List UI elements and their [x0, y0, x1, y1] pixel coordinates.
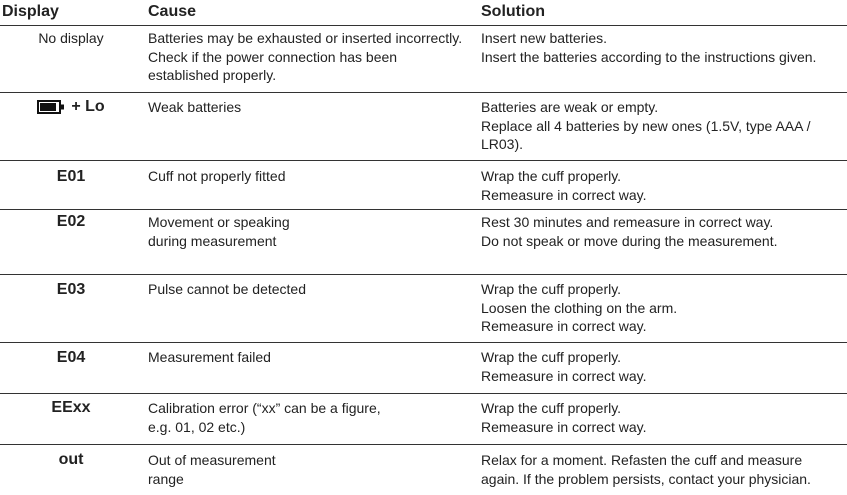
solution-cell — [481, 98, 843, 154]
solution-cell — [481, 451, 843, 488]
solution-cell — [481, 280, 843, 336]
solution-line: Remeasure in correct way. — [481, 186, 647, 203]
cause-cell — [148, 348, 478, 367]
table-row — [0, 275, 847, 343]
cause-line: Calibration error (“xx” can be a figure, — [148, 400, 381, 416]
header-cause: Cause — [148, 3, 197, 20]
table-row — [0, 93, 847, 161]
solution-line: Wrap the cuff properly. — [481, 349, 622, 365]
table-header — [0, 0, 847, 26]
solution-line: Remeasure in correct way. — [481, 367, 647, 384]
cause-line: Movement or speaking — [148, 214, 290, 230]
table-row — [0, 161, 847, 210]
solution-cell — [481, 399, 843, 436]
display-cell: out — [58, 451, 84, 468]
cause-cell — [148, 167, 478, 186]
table-row — [0, 445, 847, 495]
cause-line: Batteries may be exhausted or inserted incorrectly. — [148, 30, 463, 46]
cause-line: Pulse cannot be detected — [148, 281, 307, 297]
solution-line: Insert the batteries according to the instructions given. — [481, 48, 817, 65]
solution-line: Batteries are weak or empty. — [481, 99, 659, 115]
solution-line: Wrap the cuff properly. — [481, 281, 622, 297]
display-cell: E03 — [56, 281, 86, 298]
solution-cell — [481, 213, 843, 250]
cause-line: range — [148, 470, 184, 487]
cause-line: Cuff not properly fitted — [148, 168, 286, 184]
cause-line: Check if the power connection has been — [148, 48, 398, 65]
solution-line: Loosen the clothing on the arm. — [481, 299, 678, 316]
cause-cell — [148, 98, 478, 117]
display-cell: EExx — [51, 399, 91, 416]
cause-cell — [148, 399, 478, 436]
header-solution: Solution — [481, 3, 545, 20]
solution-line: Rest 30 minutes and remeasure in correct way. — [481, 214, 774, 230]
table-row — [0, 210, 847, 275]
solution-line: Wrap the cuff properly. — [481, 400, 622, 416]
solution-cell — [481, 348, 843, 385]
lo-code: + Lo — [71, 98, 105, 115]
display-cell: No display — [38, 30, 104, 46]
cause-line: Measurement failed — [148, 349, 271, 365]
solution-line: Do not speak or move during the measurement. — [481, 232, 778, 249]
table-row — [0, 343, 847, 394]
cause-cell — [148, 280, 478, 299]
cause-cell — [148, 213, 478, 250]
cause-cell — [148, 451, 478, 488]
solution-line: Insert new batteries. — [481, 30, 608, 46]
header-display: Display — [2, 3, 59, 20]
solution-line: Wrap the cuff properly. — [481, 168, 622, 184]
display-cell — [0, 98, 142, 119]
cause-cell — [148, 29, 478, 85]
solution-line: Remeasure in correct way. — [481, 318, 647, 334]
solution-cell — [481, 29, 843, 66]
cause-line: during measurement — [148, 232, 277, 249]
display-cell: E01 — [56, 168, 86, 185]
cause-line: Weak batteries — [148, 99, 242, 115]
solution-line: Relax for a moment. Refasten the cuff and measure again. If the problem persists, contact your physician. — [481, 452, 811, 487]
solution-line: Remeasure in correct way. — [481, 418, 647, 435]
table-row — [0, 394, 847, 445]
solution-cell — [481, 167, 843, 204]
solution-line: Replace all 4 batteries by new ones (1.5V, type AAA / LR03). — [481, 117, 811, 152]
cause-line: established properly. — [148, 67, 277, 83]
cause-line: e.g. 01, 02 etc.) — [148, 418, 246, 435]
display-cell: E04 — [56, 349, 86, 366]
cause-line: Out of measurement — [148, 452, 276, 468]
table-row — [0, 26, 847, 93]
display-cell: E02 — [56, 213, 86, 230]
battery-low-icon — [37, 100, 65, 114]
